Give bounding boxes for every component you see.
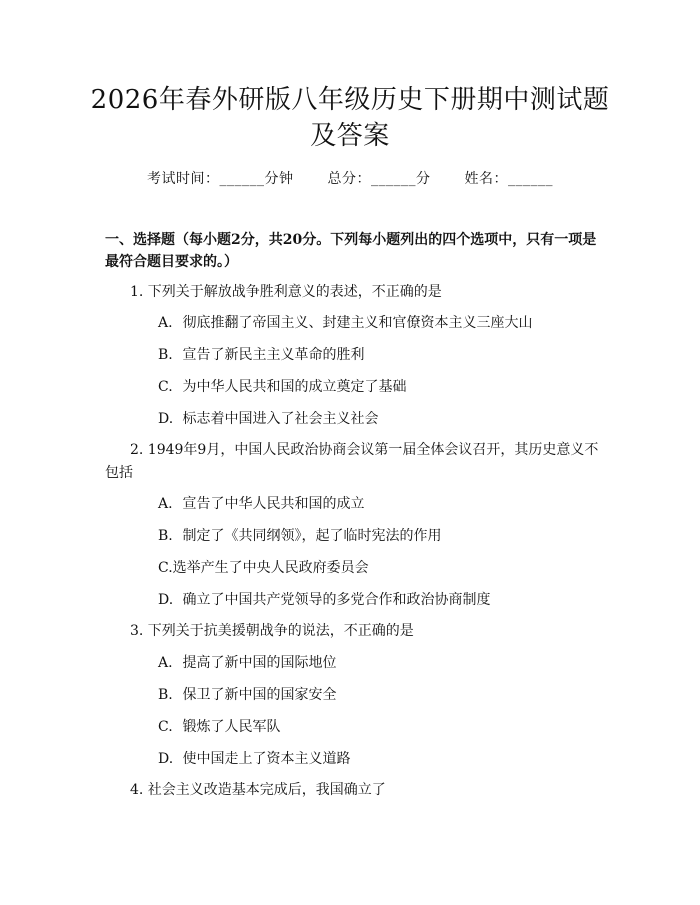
option-letter: D. bbox=[158, 592, 174, 608]
question-1-option-d bbox=[158, 409, 378, 429]
question-3-option-d bbox=[158, 749, 350, 769]
question-4-stem: 4. 社会主义改造基本完成后，我国确立了 bbox=[130, 782, 386, 798]
option-letter: A. bbox=[158, 655, 173, 671]
option-text: 使中国走上了资本主义道路 bbox=[182, 751, 351, 767]
question-3-stem: 3. 下列关于抗美援朝战争的说法，不正确的是 bbox=[130, 623, 414, 639]
section-heading-line1: 一、选择题（每小题2分，共20分。下列每小题列出的四个选项中，只有一项是 bbox=[105, 232, 597, 248]
question-2-stem-continued: 包括 bbox=[105, 465, 133, 481]
question-1-stem: 1. 下列关于解放战争胜利意义的表述，不正确的是 bbox=[130, 284, 442, 300]
exam-time-field: 考试时间：______分钟 bbox=[147, 171, 294, 187]
option-letter: C. bbox=[158, 379, 173, 395]
question-1-option-c bbox=[158, 377, 406, 397]
option-letter: C. bbox=[158, 719, 173, 735]
option-text: 为中华人民共和国的成立奠定了基础 bbox=[182, 379, 407, 395]
option-letter: B. bbox=[158, 687, 173, 703]
option-text: 标志着中国进入了社会主义社会 bbox=[182, 411, 379, 427]
option-text: 保卫了新中国的国家安全 bbox=[182, 687, 337, 703]
question-2-option-c bbox=[158, 558, 369, 578]
option-text: 制定了《共同纲领》，起了临时宪法的作用 bbox=[182, 528, 442, 544]
student-name-field: 姓名：______ bbox=[464, 171, 553, 187]
option-text: 提高了新中国的国际地位 bbox=[182, 655, 337, 671]
question-3-option-b bbox=[158, 685, 336, 705]
question-2-option-d bbox=[158, 590, 490, 610]
total-score-field: 总分：______分 bbox=[327, 171, 431, 187]
option-letter: B. bbox=[158, 347, 173, 363]
question-3-option-c bbox=[158, 717, 280, 737]
option-letter: B. bbox=[158, 528, 173, 544]
question-1-option-b bbox=[158, 345, 364, 365]
question-1-option-a bbox=[158, 313, 532, 333]
option-text: 确立了中国共产党领导的多党合作和政治协商制度 bbox=[182, 592, 491, 608]
question-2-option-a bbox=[158, 494, 364, 514]
exam-info-line bbox=[0, 168, 700, 188]
option-text: 锻炼了人民军队 bbox=[182, 719, 281, 735]
option-text: 宣告了中华人民共和国的成立 bbox=[182, 496, 365, 512]
option-letter: A. bbox=[158, 315, 173, 331]
option-letter: D. bbox=[158, 411, 174, 427]
exam-title-line2: 及答案 bbox=[310, 121, 390, 151]
option-text: 宣告了新民主主义革命的胜利 bbox=[182, 347, 365, 363]
question-2-stem: 2. 1949年9月，中国人民政治协商会议第一届全体会议召开，其历史意义不 bbox=[130, 442, 599, 458]
option-letter: A. bbox=[158, 496, 173, 512]
option-text: 彻底推翻了帝国主义、封建主义和官僚资本主义三座大山 bbox=[182, 315, 533, 331]
question-2-option-b bbox=[158, 526, 441, 546]
option-text: 选举产生了中央人民政府委员会 bbox=[172, 560, 369, 576]
question-3-option-a bbox=[158, 653, 336, 673]
option-letter: C. bbox=[158, 560, 173, 576]
exam-title-line1: 2026年春外研版八年级历史下册期中测试题 bbox=[90, 85, 610, 115]
section-heading-line2: 最符合题目要求的。） bbox=[105, 254, 238, 270]
option-letter: D. bbox=[158, 751, 174, 767]
